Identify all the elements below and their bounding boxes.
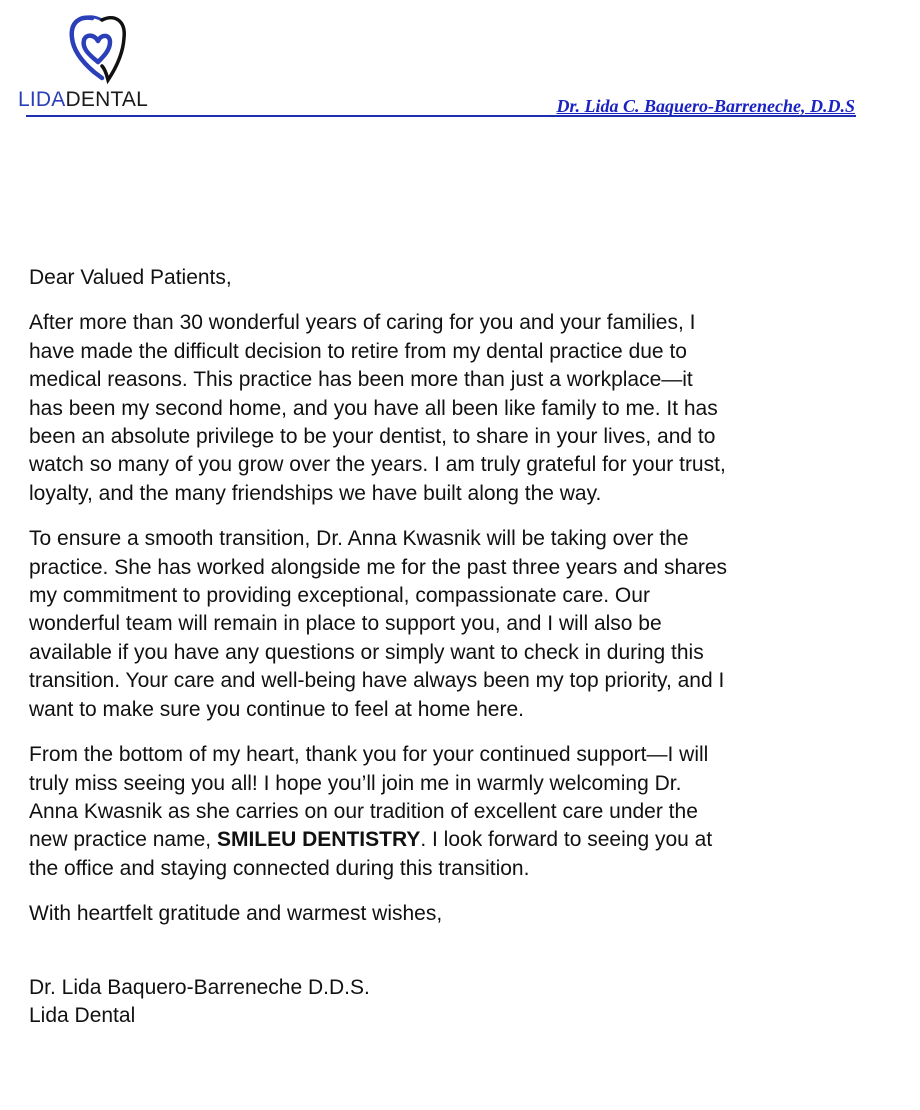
paragraph-line: After more than 30 wonderful years of caring for you and your families, I [29,311,696,335]
paragraph-line: wonderful team will remain in place to support you, and I will also be [29,612,662,636]
paragraph-line: have made the difficult decision to retire from my dental practice due to [29,339,687,363]
paragraph-line: loyalty, and the many friendships we have built along the way. [29,481,602,505]
doctor-name-heading: Dr. Lida C. Baquero-Barreneche, D.D.S [556,96,855,116]
letter-body [29,264,859,1030]
logo-brand-secondary: DENTAL [65,88,148,111]
new-practice-name: SMILEU DENTISTRY [216,828,421,852]
tooth-heart-icon [52,10,142,90]
paragraph-line: available if you have any questions or simply want to check in during this [29,640,704,664]
text-segment: new practice name, [29,828,217,852]
signature-name: Dr. Lida Baquero-Barreneche D.D.S. [29,975,370,999]
letter-closing: With heartfelt gratitude and warmest wishes, [29,902,443,926]
paragraph-thanks [29,741,859,883]
signature-block [29,974,859,1031]
text-segment: . I look forward to seeing you at [420,828,713,852]
paragraph-transition [29,525,859,724]
paragraph-line: medical reasons. This practice has been more than just a workplace—it [29,368,693,392]
paragraph-line: practice. She has worked alongside me for the past three years and shares [29,555,728,579]
paragraph-line: want to make sure you continue to feel at home here. [29,697,524,721]
paragraph-line: From the bottom of my heart, thank you for your continued support—I will [29,743,709,767]
paragraph-line: To ensure a smooth transition, Dr. Anna Kwasnik will be taking over the [29,527,689,551]
paragraph-line: my commitment to providing exceptional, compassionate care. Our [29,584,650,608]
paragraph-retirement [29,309,859,508]
paragraph-line: watch so many of you grow over the years. I am truly grateful for your trust, [29,453,726,477]
paragraph-line: has been my second home, and you have all been like family to me. It has [29,396,718,420]
logo-wordmark [18,88,148,112]
paragraph-line [29,826,859,854]
paragraph-line: transition. Your care and well-being have always been my top priority, and I [29,669,725,693]
signature-practice: Lida Dental [29,1003,136,1027]
paragraph-line: the office and staying connected during this transition. [29,856,530,880]
paragraph-line: Anna Kwasnik as she carries on our tradition of excellent care under the [29,799,698,823]
letter-greeting: Dear Valued Patients, [29,266,232,289]
paragraph-line: been an absolute privilege to be your dentist, to share in your lives, and to [29,425,716,449]
lida-dental-logo [18,10,168,110]
paragraph-line: truly miss seeing you all! I hope you’ll join me in warmly welcoming Dr. [29,771,682,795]
logo-brand-primary: LIDA [18,88,66,111]
